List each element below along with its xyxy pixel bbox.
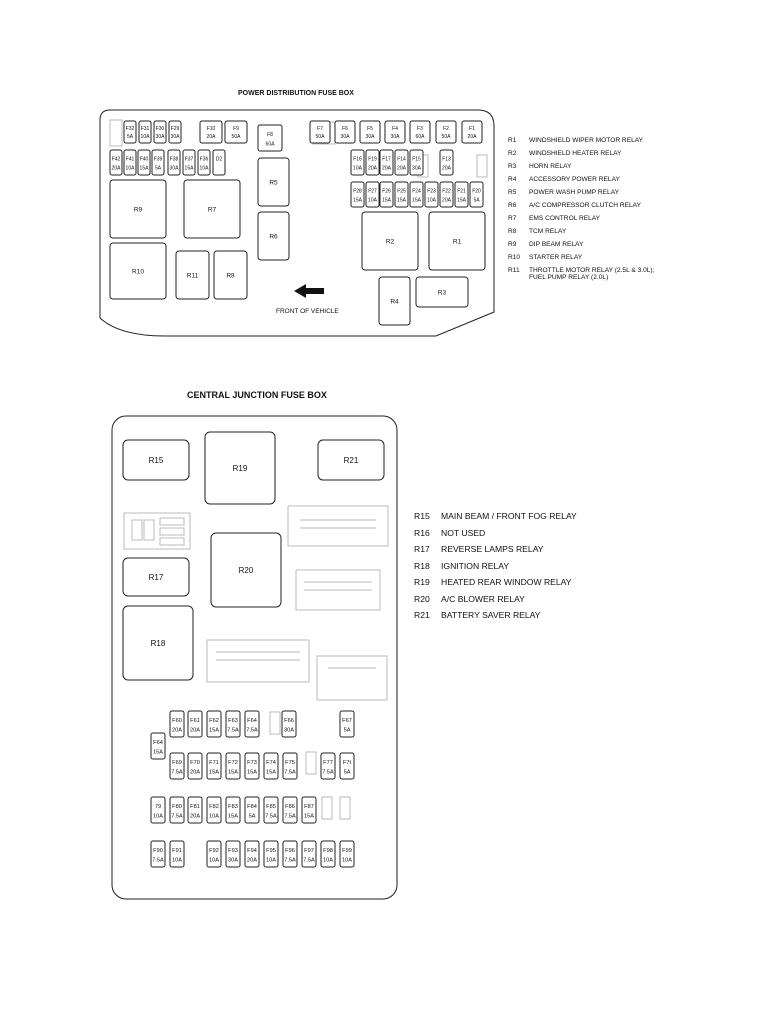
fuse-rating: 10A	[125, 165, 135, 172]
cjb-fuse	[188, 797, 202, 823]
cjb-fuse	[283, 753, 297, 779]
fuse-number: F62	[209, 717, 219, 724]
fuse-rating: 30A	[155, 134, 165, 141]
fuse-rating: 20A	[368, 165, 377, 172]
cjb-fuse	[226, 753, 240, 779]
pdb-relay	[379, 277, 410, 325]
cjb-fuse	[207, 753, 221, 779]
legend-code: R17	[414, 544, 430, 554]
fuse-rating: 15A	[353, 197, 362, 204]
fuse-rating: 5A	[126, 134, 134, 141]
relay-label: R8	[226, 272, 235, 280]
fuse-rating: 20A	[172, 727, 182, 734]
fuse-rating: 20A	[206, 134, 216, 141]
pdb-fuse	[168, 150, 180, 175]
pdb-fuse	[225, 121, 247, 143]
cjb-fuse	[264, 753, 278, 779]
fuse-rating: 15A	[304, 813, 314, 820]
fuse-rating: 50A	[441, 134, 451, 141]
fuse-number: F6	[342, 126, 348, 133]
legend-description: HORN RELAY	[529, 163, 572, 170]
fuse-rating: 30A	[340, 134, 350, 141]
cjb-relay	[205, 432, 275, 504]
fuse-rating: 15A	[457, 197, 466, 204]
pdb-fuse	[351, 150, 364, 175]
fuse-rating: 15A	[228, 769, 238, 776]
pdb-fuse	[366, 150, 379, 175]
cjb-fuse	[170, 753, 184, 779]
fuse-number: F64	[247, 717, 257, 724]
fuse-number: F41	[125, 156, 135, 163]
fuse-number: F40	[139, 156, 149, 163]
legend-code: R19	[414, 577, 430, 587]
fuse-number: F2	[443, 126, 449, 133]
cjb-relay	[123, 558, 189, 596]
fuse-rating: 7.5A	[246, 727, 258, 734]
cjb-fuse	[188, 753, 202, 779]
pdb-relay	[110, 180, 166, 238]
fuse-rating: 7.5A	[284, 769, 296, 776]
pdb-fuse	[138, 150, 150, 175]
fuse-rating: 7.5A	[171, 769, 183, 776]
fuse-rating: 10A	[140, 134, 150, 141]
spare-slot	[110, 120, 122, 146]
pdb-fuse	[360, 121, 380, 143]
legend-code: R7	[508, 215, 517, 222]
fuse-number: F42	[111, 156, 121, 163]
cjb-relay	[318, 440, 384, 480]
spare-slot	[477, 155, 487, 177]
fuse-rating: 20A	[442, 165, 451, 172]
fuse-number: F61	[190, 717, 200, 724]
cjb-fuse	[226, 797, 240, 823]
fuse-number: F96	[285, 847, 295, 854]
fuse-number: F91	[172, 847, 182, 854]
fuse-number: F84	[247, 803, 257, 810]
legend-description: WINDSHIELD HEATER RELAY	[529, 150, 622, 157]
legend-code: R3	[508, 163, 517, 170]
fuse-rating: 20A	[190, 813, 200, 820]
fuse-number: F72	[228, 759, 238, 766]
fuse-number: F20	[472, 188, 481, 195]
legend-code: R15	[414, 511, 430, 521]
fuse-rating: 5A	[343, 769, 351, 776]
fuse-number: F71	[209, 759, 219, 766]
fuse-number: F26	[382, 188, 391, 195]
fuse-rating: 7.5A	[152, 857, 164, 864]
fuse-rating: 10A	[209, 857, 219, 864]
fuse-rating: 10A	[427, 197, 436, 204]
fuse-rating: 10A	[172, 857, 182, 864]
pdb-fuse	[183, 150, 195, 175]
legend-description: HEATED REAR WINDOW RELAY	[441, 577, 572, 587]
fuse-number: F39	[153, 156, 163, 163]
fuse-rating: 20A	[111, 165, 121, 172]
fuse-number: F36	[199, 156, 209, 163]
fuse-rating: 5A	[248, 813, 256, 820]
fuse-rating: 15A	[228, 813, 238, 820]
legend-description: A/C COMPRESSOR CLUTCH RELAY	[529, 202, 641, 209]
legend-code: R9	[508, 241, 517, 248]
fuse-number: F70	[190, 759, 200, 766]
cjb-fuse	[188, 711, 202, 737]
fuse-number: F14	[397, 156, 406, 163]
fuse-rating: 30A	[228, 857, 238, 864]
relay-label: R5	[269, 179, 278, 187]
cjb-fuse	[207, 797, 221, 823]
fuse-number: F66	[284, 717, 294, 724]
pdb-fuse	[470, 182, 483, 207]
fuse-rating: 60A	[415, 134, 425, 141]
pdb-fuse	[110, 150, 122, 175]
fuse-number: F95	[266, 847, 276, 854]
front-of-vehicle-label: FRONT OF VEHICLE	[276, 308, 339, 315]
fuse-number: F17	[382, 156, 391, 163]
cjb-fuse	[264, 841, 278, 867]
pdb-fuse	[410, 182, 423, 207]
relay-label: R15	[148, 455, 164, 465]
fuse-number: F32	[125, 126, 135, 133]
fuse-number: F30	[155, 126, 165, 133]
legend-code: R16	[414, 527, 430, 538]
legend-description: POWER WASH PUMP RELAY	[529, 189, 620, 196]
fuse-number: F31	[140, 126, 150, 133]
fuse-number: F82	[209, 803, 219, 810]
fuse-number: F1	[469, 126, 475, 133]
fuse-rating: 7.5A	[171, 813, 183, 820]
fuse-rating: 15A	[209, 727, 219, 734]
legend-description: THROTTLE MOTOR RELAY (2.5L & 3.0L);	[529, 267, 655, 274]
fuse-rating: 7.5A	[322, 769, 334, 776]
fuse-rating: 20A	[382, 165, 391, 172]
fuse-rating: 10A	[342, 857, 352, 864]
cjb-relay	[211, 533, 281, 607]
cjb-fuse	[302, 797, 316, 823]
pdb-fuse	[440, 182, 453, 207]
relay-label: R18	[150, 638, 166, 648]
cjb-fuse	[151, 841, 165, 867]
pdb-fuse	[258, 125, 282, 151]
pdb-relay	[258, 212, 289, 260]
pdb-fuse	[154, 121, 166, 143]
fuse-rating: 20A	[247, 857, 257, 864]
relay-label: R9	[133, 206, 143, 214]
cjb-fuse	[283, 797, 297, 823]
fuse-number: F3	[417, 126, 423, 133]
fuse-number: F7t	[342, 759, 352, 766]
pdb-relay	[258, 158, 289, 206]
cjb-fuse	[170, 841, 184, 867]
pdb-fuse	[169, 121, 181, 143]
pdb-relay	[110, 243, 166, 299]
legend-description: BATTERY SAVER RELAY	[441, 610, 541, 620]
legend-description: ACCESSORY POWER RELAY	[529, 176, 620, 183]
relay-label: R17	[148, 572, 164, 582]
fuse-rating: 10A	[153, 813, 163, 820]
pdb-fuse	[395, 182, 408, 207]
relay-label: R19	[232, 463, 248, 473]
fuse-number: F81	[190, 803, 200, 810]
fuse-rating: 30A	[390, 134, 400, 141]
fuse-number: 79	[154, 803, 162, 810]
legend-description: A/C BLOWER RELAY	[441, 593, 525, 604]
legend-code: R18	[414, 560, 430, 571]
fuse-rating: 7.5A	[284, 813, 296, 820]
pdb-relay	[214, 251, 247, 299]
fuse-rating: 60A	[265, 141, 275, 148]
legend-description: EMS CONTROL RELAY	[529, 215, 601, 222]
legend-code: R1	[508, 137, 517, 144]
fuse-rating: 10A	[199, 165, 209, 172]
fuse-number: F90	[153, 847, 163, 854]
fuse-rating: 5A	[154, 165, 162, 172]
fuse-number: F94	[247, 847, 257, 854]
fuse-rating: 5A	[343, 727, 351, 734]
pdb-fuse	[436, 121, 456, 143]
cjb-fuse	[245, 797, 259, 823]
relay-label: R10	[132, 268, 144, 276]
pdb-fuse	[351, 182, 364, 207]
fuse-number: F74	[266, 759, 276, 766]
relay-label: R4	[390, 298, 399, 306]
fuse-number: F19	[368, 156, 377, 163]
fuse-rating: 7.5A	[227, 727, 239, 734]
legend-code: R5	[508, 189, 517, 196]
pdb-fuse	[198, 150, 210, 175]
pdb-fuse	[462, 121, 482, 143]
fuse-number: F38	[169, 156, 179, 163]
relay-label: R20	[238, 565, 254, 575]
pdb-fuse	[310, 121, 330, 143]
legend-code: R10	[508, 254, 521, 261]
legend-description: REVERSE LAMPS RELAY	[441, 544, 544, 554]
cjb-relay	[123, 606, 193, 680]
legend-description: NOT USED	[441, 527, 486, 538]
fuse-number: F10	[206, 126, 216, 133]
fuse-rating: 50A	[231, 134, 241, 141]
pdb-fuse	[395, 150, 408, 175]
fuse-number: F93	[228, 847, 238, 854]
legend-code: R11	[508, 267, 520, 274]
relay-label: R11	[186, 272, 199, 280]
fuse-rating: 20A	[190, 727, 200, 734]
fuse-rating: 7.5A	[284, 857, 296, 864]
fuse-rating: 50A	[315, 134, 325, 141]
pdb-fuse	[335, 121, 355, 143]
legend-description: MAIN BEAM / FRONT FOG RELAY	[441, 511, 577, 521]
fuse-number: D2	[215, 156, 223, 163]
fuse-number: F5	[367, 126, 373, 133]
cjb-fuse	[245, 841, 259, 867]
cjb-fuse	[302, 841, 316, 867]
fuse-number: F60	[172, 717, 182, 724]
fuse-rating: 15A	[153, 749, 163, 756]
fuse-rating: 10A	[323, 857, 333, 864]
cjb-title: CENTRAL JUNCTION FUSE BOX	[187, 390, 327, 400]
pdb-fuse	[152, 150, 164, 175]
cjb-fuse	[170, 797, 184, 823]
cjb-fuse	[151, 733, 165, 759]
fuse-rating: 10A	[353, 165, 362, 172]
fuse-number: F28	[353, 188, 362, 195]
relay-label: R1	[452, 238, 462, 246]
fuse-rating: 30A	[412, 165, 421, 172]
cjb-legend	[414, 511, 664, 631]
fuse-rating: 20A	[397, 165, 406, 172]
pdb-relay	[429, 212, 485, 270]
fuse-number: F85	[266, 803, 276, 810]
fuse-rating: 30A	[170, 134, 180, 141]
fuse-number: F9	[233, 126, 239, 133]
relay-label: R7	[207, 206, 217, 214]
pdb-fuse	[366, 182, 379, 207]
pdb-fuse	[385, 121, 405, 143]
relay-label: R21	[343, 455, 359, 465]
fuse-rating: 7.5A	[303, 857, 315, 864]
legend-description: WINDSHIELD WIPER MOTOR RELAY	[529, 137, 644, 144]
fuse-rating: 30A	[169, 165, 179, 172]
fuse-number: F16	[353, 156, 362, 163]
fuse-number: F37	[184, 156, 194, 163]
cjb-fuse	[170, 711, 184, 737]
fuse-number: F64	[153, 739, 163, 746]
cjb-fuse	[207, 711, 221, 737]
fuse-number: F73	[247, 759, 257, 766]
fuse-rating: 15A	[397, 197, 406, 204]
fuse-rating: 20A	[190, 769, 200, 776]
fuse-number: F24	[412, 188, 421, 195]
legend-description: STARTER RELAY	[529, 254, 583, 261]
fuse-rating: 15A	[209, 769, 219, 776]
pdb-fuse	[425, 182, 438, 207]
fuse-rating: 15A	[139, 165, 149, 172]
fuse-rating: 15A	[382, 197, 391, 204]
fuse-number: F67	[342, 717, 352, 724]
fuse-rating: 20A	[442, 197, 451, 204]
legend-code: R6	[508, 202, 517, 209]
fuse-rating: 10A	[368, 197, 377, 204]
pdb-relay	[362, 212, 418, 270]
legend-description: IGNITION RELAY	[441, 560, 510, 571]
fuse-number: F13	[442, 156, 451, 163]
pdb-relay	[184, 180, 240, 238]
fuse-number: F69	[172, 759, 182, 766]
fuse-rating: 5A	[473, 197, 480, 204]
pdb-relay	[176, 251, 209, 299]
pdb-fuse	[410, 121, 430, 143]
fuse-rating: 30A	[365, 134, 375, 141]
fuse-number: F7	[317, 126, 323, 133]
pdb-fuse	[380, 150, 393, 175]
fuse-number: F97	[304, 847, 314, 854]
fuse-number: F25	[397, 188, 406, 195]
cjb-fuse	[340, 711, 354, 737]
cjb-fuse	[264, 797, 278, 823]
legend-description: TCM RELAY	[529, 228, 567, 235]
pdb-legend	[508, 137, 738, 287]
fuse-number: F98	[323, 847, 333, 854]
fuse-rating: 15A	[184, 165, 194, 172]
fuse-number: F27	[368, 188, 377, 195]
pdb-fuse	[124, 121, 136, 143]
pdb-relay	[416, 277, 468, 307]
relay-label: R6	[269, 233, 278, 241]
fuse-number: F75	[285, 759, 295, 766]
legend-code: R21	[414, 610, 430, 620]
cjb-relay	[123, 440, 189, 480]
pdb-legend-extra: FUEL PUMP RELAY (2.0L)	[529, 274, 609, 281]
fuse-number: F99	[342, 847, 352, 854]
fuse-rating: 15A	[412, 197, 421, 204]
pdb-fuse	[200, 121, 222, 143]
fuse-rating: 7.5A	[265, 813, 277, 820]
cjb-fuse	[340, 753, 354, 779]
relay-label: R2	[385, 238, 395, 246]
cjb-fuse	[282, 711, 296, 737]
fuse-number: F86	[285, 803, 295, 810]
fuse-number: F15	[412, 156, 421, 163]
cjb-fuse	[226, 711, 240, 737]
fuse-rating: 20A	[467, 134, 477, 141]
legend-code: R4	[508, 176, 517, 183]
cjb-fuse	[340, 841, 354, 867]
fuse-number: F63	[228, 717, 238, 724]
fuse-number: F87	[304, 803, 314, 810]
relay-label: R3	[437, 289, 447, 297]
cjb-fuse	[245, 753, 259, 779]
fuse-number: F29	[170, 126, 180, 133]
pdb-fuse	[440, 150, 453, 175]
fuse-number: F77	[323, 759, 333, 766]
fuse-number: F83	[228, 803, 238, 810]
legend-code: R8	[508, 228, 517, 235]
pdb-title: POWER DISTRIBUTION FUSE BOX	[238, 90, 354, 97]
pdb-fuse	[410, 150, 423, 175]
fuse-rating: 30A	[284, 727, 294, 734]
cjb-fuse	[321, 841, 335, 867]
fuse-rating: 10A	[209, 813, 219, 820]
cjb-fuse	[283, 841, 297, 867]
pdb-fuse	[213, 150, 225, 175]
fuse-number: F8	[267, 131, 273, 138]
fuse-rating: 15A	[247, 769, 257, 776]
cjb-fuse	[321, 753, 335, 779]
pdb-fuse	[455, 182, 468, 207]
fuse-number: F4	[392, 126, 398, 133]
legend-code: R20	[414, 593, 430, 604]
pdb-fuse	[124, 150, 136, 175]
fuse-number: F23	[427, 188, 436, 195]
pdb-fuse	[380, 182, 393, 207]
cjb-fuse	[226, 841, 240, 867]
fuse-number: F22	[442, 188, 451, 195]
legend-description: DIP BEAM RELAY	[529, 241, 584, 248]
cjb-fuse	[207, 841, 221, 867]
legend-code: R2	[508, 150, 517, 157]
fuse-number: F92	[209, 847, 219, 854]
cjb-fuse	[245, 711, 259, 737]
pdb-fuse	[139, 121, 151, 143]
fuse-rating: 15A	[266, 769, 276, 776]
cjb-fuse	[151, 797, 165, 823]
fuse-rating: 10A	[266, 857, 276, 864]
fuse-number: F80	[172, 803, 182, 810]
fuse-number: F21	[457, 188, 466, 195]
